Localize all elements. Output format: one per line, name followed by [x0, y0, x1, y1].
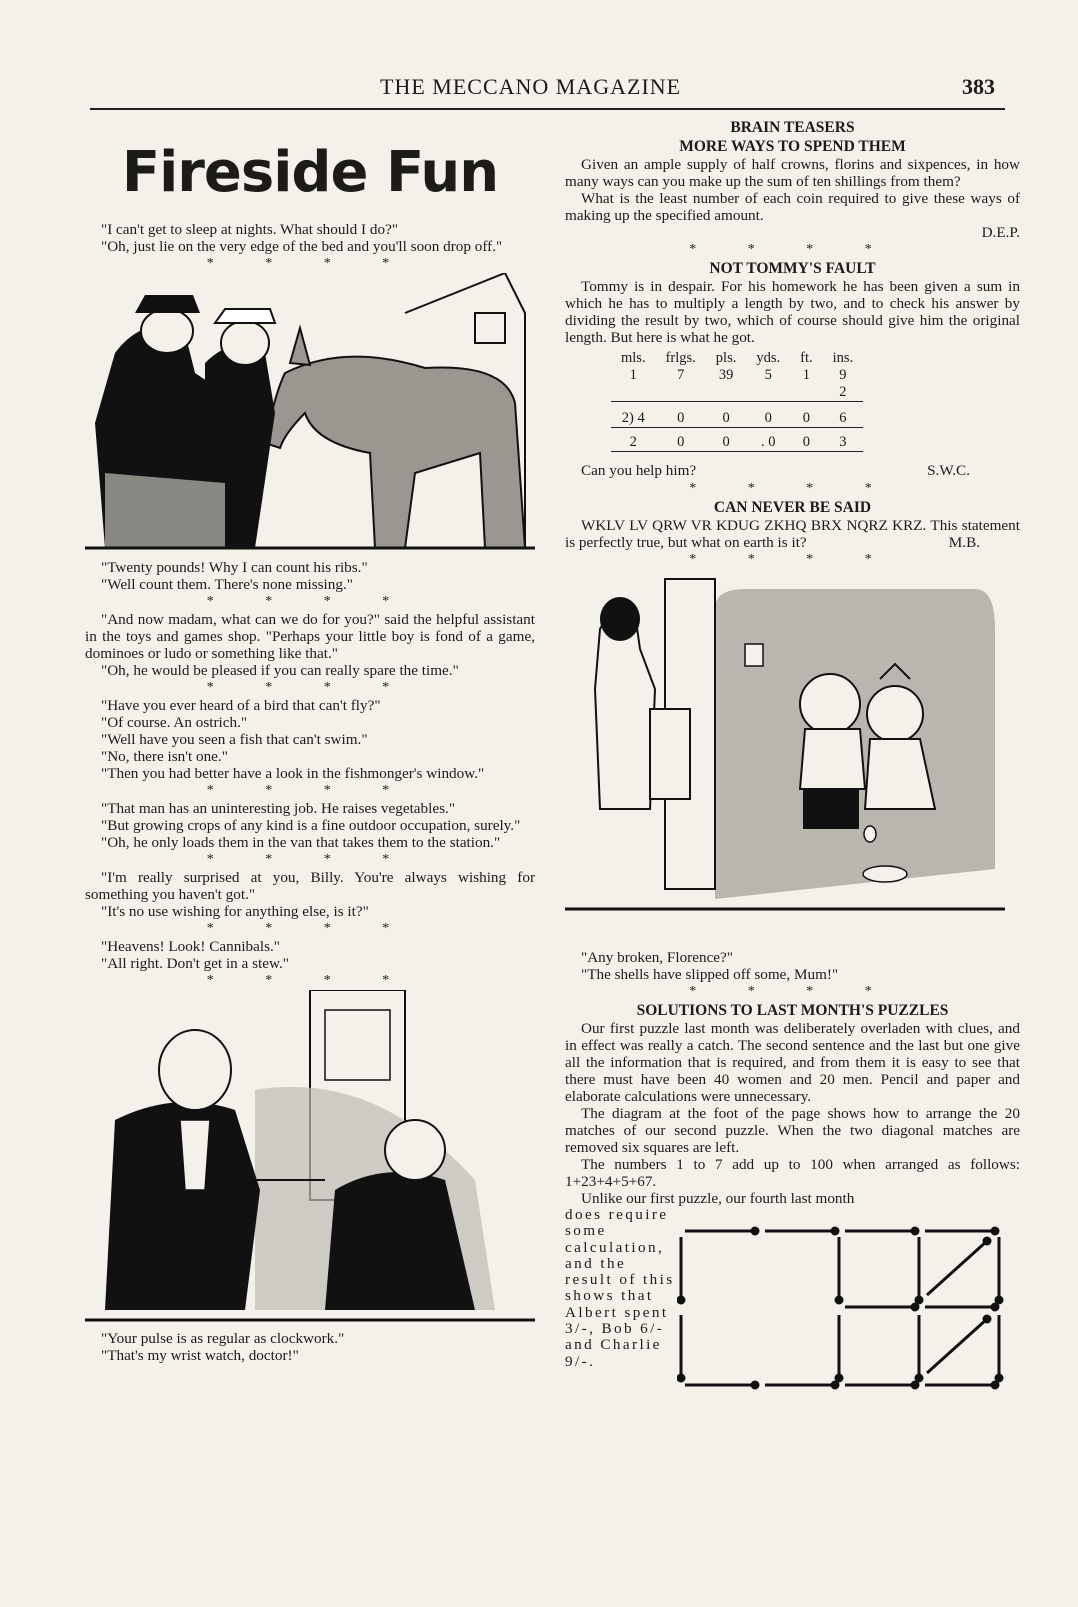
separator-stars: * * * * [206, 256, 414, 271]
joke-line: "I'm really surprised at you, Billy. You're always wishing for something you haven't got." [85, 869, 535, 903]
puzzle-text: What is the least number of each coin required to give these ways of making up the specified amount. [565, 190, 1020, 224]
magazine-title: THE MECCANO MAGAZINE [380, 74, 682, 99]
puzzle-text: Can you help him? [581, 462, 697, 479]
sum-header: ft. [800, 350, 813, 366]
joke-line: "Oh, he would be pleased if you can really spare the time." [101, 662, 459, 679]
sum-header: ins. [832, 350, 854, 366]
solution-text: does require some calculation, and the result of this shows that Albert spent 3/-, Bob 6/- and Charlie 9/-. [565, 1206, 675, 1370]
solution-text: The diagram at the foot of the page shows how to arrange the 20 matches of our second puzzle. When the two diagonal matches are removed six squares are left. [565, 1105, 1020, 1156]
joke-line: "Oh, he only loads them in the van that takes them to the station." [101, 834, 501, 851]
joke-line: "Of course. An ostrich." [101, 714, 248, 731]
sum-cell: . 0 [760, 434, 776, 450]
puzzle-author: D.E.P. [981, 224, 1020, 241]
joke-line: "And now madam, what can we do for you?" said the helpful assistant in the toys and games shop. "Perhaps your little boy is fond of a game, dominoes or ludo or something like that." [85, 611, 535, 662]
separator-stars: * * * * [206, 973, 414, 988]
joke-line: "Heavens! Look! Cannibals." [101, 938, 280, 955]
solution-text: The numbers 1 to 7 add up to 100 when arranged as follows: 1+23+4+5+67. [565, 1156, 1020, 1190]
sum-header: mls. [621, 350, 646, 366]
puzzle-text: Given an ample supply of half crowns, florins and sixpences, in how many ways can you make up the sum of ten shillings from them? [565, 156, 1020, 190]
separator-stars: * * * * [689, 242, 896, 257]
sum-cell: 1 [802, 367, 810, 383]
sum-cell: 6 [839, 410, 847, 426]
separator-stars: * * * * [689, 984, 896, 999]
sum-cell: 9 [839, 367, 847, 383]
solutions-title: SOLUTIONS TO LAST MONTH'S PUZZLES [636, 1002, 949, 1019]
sum-cell: 0 [677, 410, 685, 426]
separator-stars: * * * * [206, 783, 414, 798]
puzzle-author: S.W.C. [927, 462, 970, 479]
measurement-sum-table [611, 350, 863, 458]
sum-cell: 0 [802, 410, 810, 426]
sum-cell: 7 [677, 367, 685, 383]
matches-diagram [677, 1225, 1007, 1391]
sum-header: yds. [756, 350, 781, 366]
cipher-puzzle-text: WKLV LV QRW VR KDUG ZKHQ BRX NQRZ KRZ. This statement is perfectly true, but what on earth is it? [565, 517, 1020, 551]
horse-cartoon [85, 273, 535, 551]
joke-line: "Have you ever heard of a bird that can't fly?" [101, 697, 381, 714]
section-heading-brain-teasers: BRAIN TEASERS [730, 119, 855, 136]
joke-line: "Well have you seen a fish that can't swim." [101, 731, 368, 748]
joke-line: "It's no use wishing for anything else, is it?" [101, 903, 369, 920]
joke-line: "No, there isn't one." [101, 748, 228, 765]
sum-cell: 5 [764, 367, 772, 383]
puzzle-title: NOT TOMMY'S FAULT [709, 260, 876, 277]
puzzle-title: CAN NEVER BE SAID [713, 499, 872, 516]
matches-solution-block [565, 1207, 1020, 1393]
page-number: 383 [962, 74, 995, 99]
left-column [85, 120, 535, 1364]
cartoon-caption: "The shells have slipped off some, Mum!" [581, 966, 839, 983]
joke-line: "Then you had better have a look in the fishmonger's window." [101, 765, 485, 782]
separator-stars: * * * * [206, 921, 414, 936]
separator-stars: * * * * [206, 852, 414, 867]
puzzle-author: M.B. [948, 534, 980, 551]
joke-line: "All right. Don't get in a stew." [101, 955, 289, 972]
sum-cell: 1 [629, 367, 637, 383]
puzzle-title: MORE WAYS TO SPEND THEM [679, 138, 906, 155]
separator-stars: * * * * [689, 481, 896, 496]
right-column [565, 118, 1020, 1393]
cartoon-caption: "Any broken, Florence?" [581, 949, 733, 966]
sum-cell: 3 [839, 434, 847, 450]
sum-cell: 2 [629, 434, 637, 450]
solution-text: Unlike our first puzzle, our fourth last month [581, 1190, 855, 1207]
sum-cell: 0 [722, 434, 730, 450]
cartoon-caption: "Your pulse is as regular as clockwork." [101, 1330, 345, 1347]
sum-cell: 2) 4 [621, 410, 645, 426]
joke-line: "That man has an uninteresting job. He raises vegetables." [101, 800, 456, 817]
sum-cell: 0 [764, 410, 772, 426]
separator-stars: * * * * [689, 552, 896, 567]
page-header [90, 70, 1005, 110]
sum-cell: 0 [802, 434, 810, 450]
joke-line: "Oh, just lie on the very edge of the bed and you'll soon drop off." [101, 238, 503, 255]
sum-cell: 0 [722, 410, 730, 426]
cartoon-caption: "Well count them. There's none missing." [101, 576, 353, 593]
sum-cell: 0 [677, 434, 685, 450]
cartoon-caption: "Twenty pounds! Why I can count his ribs." [101, 559, 368, 576]
sum-header: frlgs. [665, 350, 696, 366]
separator-stars: * * * * [206, 594, 414, 609]
joke-line: "I can't get to sleep at nights. What should I do?" [101, 221, 399, 238]
sum-cell: 2 [839, 384, 847, 400]
joke-line: "But growing crops of any kind is a fine outdoor occupation, surely." [101, 817, 521, 834]
puzzle-text: Tommy is in despair. For his homework he has been given a sum in which he has to multiply a length by two, and to check his answer by dividing the result by two, which of course should give him the original length. But here is what he got. [565, 278, 1020, 346]
sum-header: pls. [715, 350, 737, 366]
eggs-cartoon [565, 569, 1005, 941]
solution-text: Our first puzzle last month was deliberately overladen with clues, and in effect was really a catch. The second sentence and the last but one give all the information that is required, and from them it is easy to see that there must have been 40 women and 20 men. Pencil and paper and elaborate calculations were unnecessary. [565, 1020, 1020, 1105]
sum-cell: 39 [718, 367, 734, 383]
cartoon-caption: "That's my wrist watch, doctor!" [101, 1347, 299, 1364]
page-title: Fireside Fun [121, 140, 499, 205]
doctor-cartoon [85, 990, 535, 1322]
separator-stars: * * * * [206, 680, 414, 695]
